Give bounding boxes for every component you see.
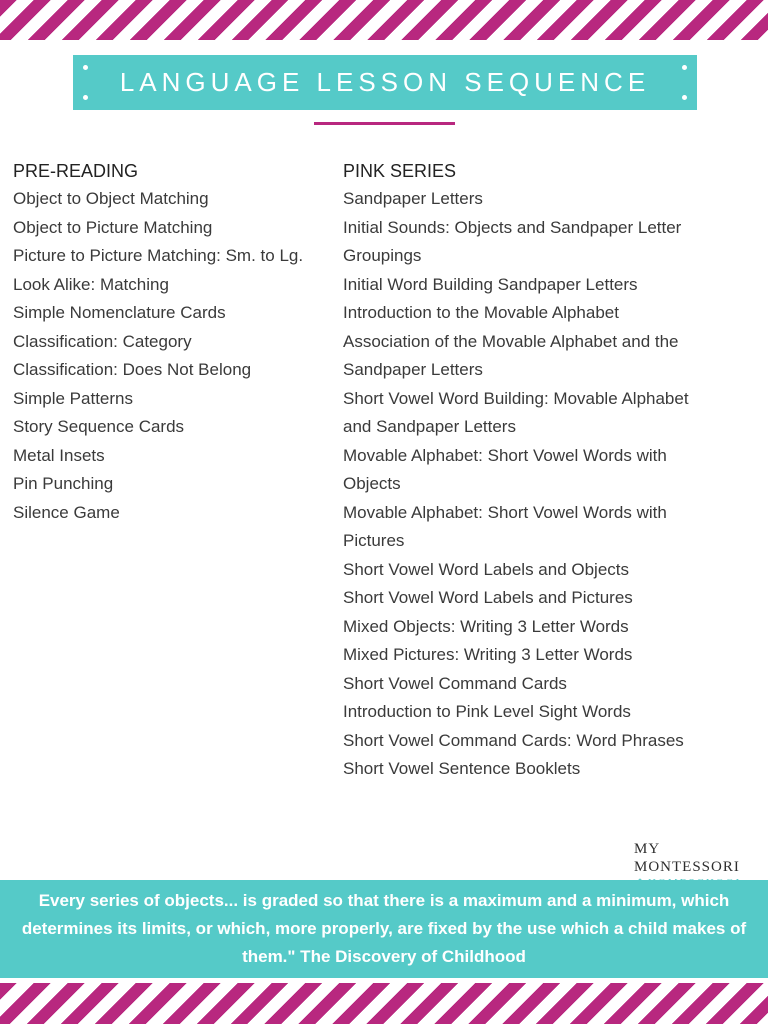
list-item: Classification: Does Not Belong (13, 360, 252, 379)
banner-dot (83, 95, 88, 100)
list-item: Short Vowel Sentence Booklets (343, 759, 581, 778)
list-item: Short Vowel Word Labels and Pictures (343, 588, 633, 607)
list-item: Short Vowel Command Cards: Word Phrases (343, 730, 684, 750)
list-item: Classification: Category (13, 331, 192, 351)
pre-reading-heading: PRE-READING (13, 161, 139, 181)
page-title: LANGUAGE LESSON SEQUENCE (119, 67, 651, 97)
list-item: Initial Word Building Sandpaper Letters (343, 274, 638, 294)
list-item: Initial Sounds: Objects and Sandpaper Letter (343, 217, 682, 237)
banner-dot (83, 65, 88, 70)
list-item: Look Alike: Matching (13, 274, 169, 294)
quote-banner (0, 880, 768, 978)
list-item: Mixed Objects: Writing 3 Letter Words (343, 616, 629, 636)
list-item: Simple Nomenclature Cards (13, 303, 226, 322)
list-item: Story Sequence Cards (13, 417, 185, 436)
list-item: Pin Punching (13, 474, 114, 493)
banner-dot (682, 65, 687, 70)
list-item: Introduction to the Movable Alphabet (343, 303, 619, 322)
title-banner (73, 55, 697, 110)
pink-series-column (343, 157, 758, 784)
list-item: Silence Game (13, 502, 120, 522)
list-item: Introduction to Pink Level Sight Words (343, 702, 631, 721)
list-item: Short Vowel Word Labels and Objects (343, 559, 630, 579)
list-item: Groupings (343, 246, 422, 265)
list-item: Association of the Movable Alphabet and the (343, 331, 679, 351)
list-item: Picture to Picture Matching: Sm. to Lg. (13, 246, 304, 265)
top-stripe-border (0, 0, 768, 40)
list-item: Object to Object Matching (13, 189, 209, 208)
logo-line-1: MY MONTESSORI (634, 841, 740, 875)
list-item: Simple Patterns (13, 388, 133, 408)
pink-series-heading: PINK SERIES (343, 161, 457, 181)
list-item: Sandpaper Letters (343, 360, 483, 379)
quote-text: Every series of objects... is graded so that there is a maximum and a minimum, which determines its limits, or which, more properly, are fixed by the use which a child makes of them." The Discovery of Childhood (21, 891, 747, 966)
list-item: Short Vowel Word Building: Movable Alphabet (343, 388, 689, 408)
bottom-stripe-border (0, 983, 768, 1024)
banner-dot (682, 95, 687, 100)
list-item: Short Vowel Command Cards (343, 673, 567, 693)
pre-reading-column (13, 157, 338, 527)
list-item: and Sandpaper Letters (343, 417, 516, 436)
pre-reading-list (13, 185, 338, 527)
list-item: Sandpaper Letters (343, 189, 483, 208)
title-divider (314, 122, 455, 125)
list-item: Pictures (343, 531, 405, 550)
list-item: Objects (343, 474, 401, 493)
list-item: Movable Alphabet: Short Vowel Words with (343, 502, 667, 522)
list-item: Mixed Pictures: Writing 3 Letter Words (343, 645, 633, 664)
list-item: Object to Picture Matching (13, 217, 213, 237)
pink-series-list (343, 185, 758, 784)
list-item: Metal Insets (13, 445, 105, 465)
list-item: Movable Alphabet: Short Vowel Words with (343, 445, 667, 465)
